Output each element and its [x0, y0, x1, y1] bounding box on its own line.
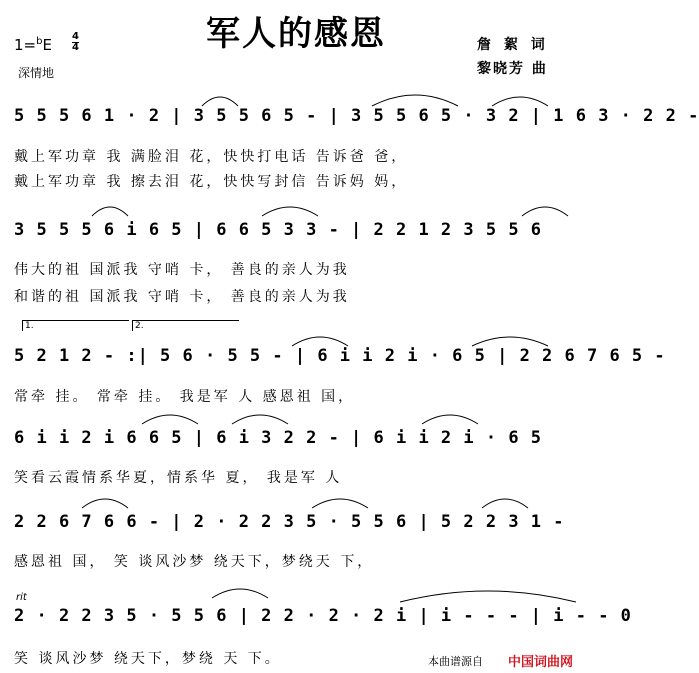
time-signature	[72, 32, 79, 53]
lyrics-row-2-verse-2: 和谐的祖 国派我 守哨 卡， 善良的亲人为我	[14, 289, 350, 305]
slur-arc	[480, 490, 530, 510]
key-prefix: 1=	[14, 36, 37, 54]
notation-row-3: 5 2 1 2 - :| 5 6 · 5 5 - | 6 i i 2 i · 6 5 | 2 2 6 7 6 5 -	[14, 346, 666, 366]
slur-arc	[230, 406, 290, 426]
slur-arc	[310, 490, 370, 510]
key-signature	[14, 36, 52, 54]
ritardando-mark: rit	[16, 592, 27, 603]
lyrics-row-2-verse-1: 伟大的祖 国派我 守哨 卡， 善良的亲人为我	[14, 262, 350, 278]
key-note: E	[42, 36, 52, 54]
volta-second-ending: 2.	[132, 320, 239, 331]
lyricist-credit: 詹 絮 词	[477, 37, 549, 53]
notation-row-2: 3 5 5 5 6 i 6 5 | 6 6 5 3 3 - | 2 2 1 2 3 5 5 6	[14, 220, 543, 240]
slur-arc	[370, 84, 460, 108]
flat-sign: b	[36, 36, 43, 47]
lyrics-row-6: 笑 谈风沙梦 绕天下，梦绕 天 下。	[14, 651, 282, 667]
lyrics-row-3: 常牵 挂。 常牵 挂。 我是军 人 感恩祖 国，	[14, 389, 356, 405]
source-note: 本曲谱源自	[428, 655, 483, 668]
song-title: 军人的感恩	[206, 14, 386, 54]
lyrics-row-5: 感恩祖 国， 笑 谈风沙梦 绕天下，梦绕天 下，	[14, 554, 375, 570]
meter-bottom: 4	[72, 42, 79, 53]
slur-arc	[200, 88, 240, 108]
notation-row-5: 2 2 6 7 6 6 - | 2 · 2 2 3 5 · 5 5 6 | 5 2 2 3 1 -	[14, 512, 565, 532]
tempo-marking: 深情地	[18, 66, 55, 80]
lyrics-row-1-verse-1: 戴上军功章 我 满脸泪 花，快快打电话 告诉爸 爸，	[14, 149, 409, 165]
slur-arc	[420, 406, 480, 426]
composer-credit: 黎晓芳 曲	[477, 61, 548, 77]
meter-top: 4	[72, 31, 79, 42]
slur-arc	[260, 198, 320, 218]
watermark-link[interactable]: 中国词曲网	[508, 655, 574, 670]
slur-arc	[140, 406, 200, 426]
slur-arc	[470, 328, 550, 348]
lyrics-row-4: 笑看云霞情系华夏，情系华 夏， 我是军 人	[14, 470, 343, 486]
notation-row-4: 6 i i 2 i 6 6 5 | 6 i 3 2 2 - | 6 i i 2 i · 6 5	[14, 428, 543, 448]
slur-arc	[90, 198, 130, 218]
slur-arc	[490, 88, 550, 108]
volta-first-ending: 1.	[22, 320, 129, 331]
slur-arc	[520, 198, 570, 218]
slur-arc	[290, 328, 350, 348]
slur-arc	[80, 490, 130, 510]
notation-row-6: 2 · 2 2 3 5 · 5 5 6 | 2 2 · 2 · 2 i | i - - - | i - - 0	[14, 606, 632, 626]
slur-arc	[210, 580, 270, 600]
lyrics-row-1-verse-2: 戴上军功章 我 擦去泪 花，快快写封信 告诉妈 妈，	[14, 174, 409, 190]
tie-arc	[398, 580, 578, 604]
notation-row-1: 5 5 5 6 1 · 2 | 3 5 5 6 5 - | 3 5 5 6 5 · 3 2 | 1 6 3 · 2 2 -	[14, 106, 699, 126]
